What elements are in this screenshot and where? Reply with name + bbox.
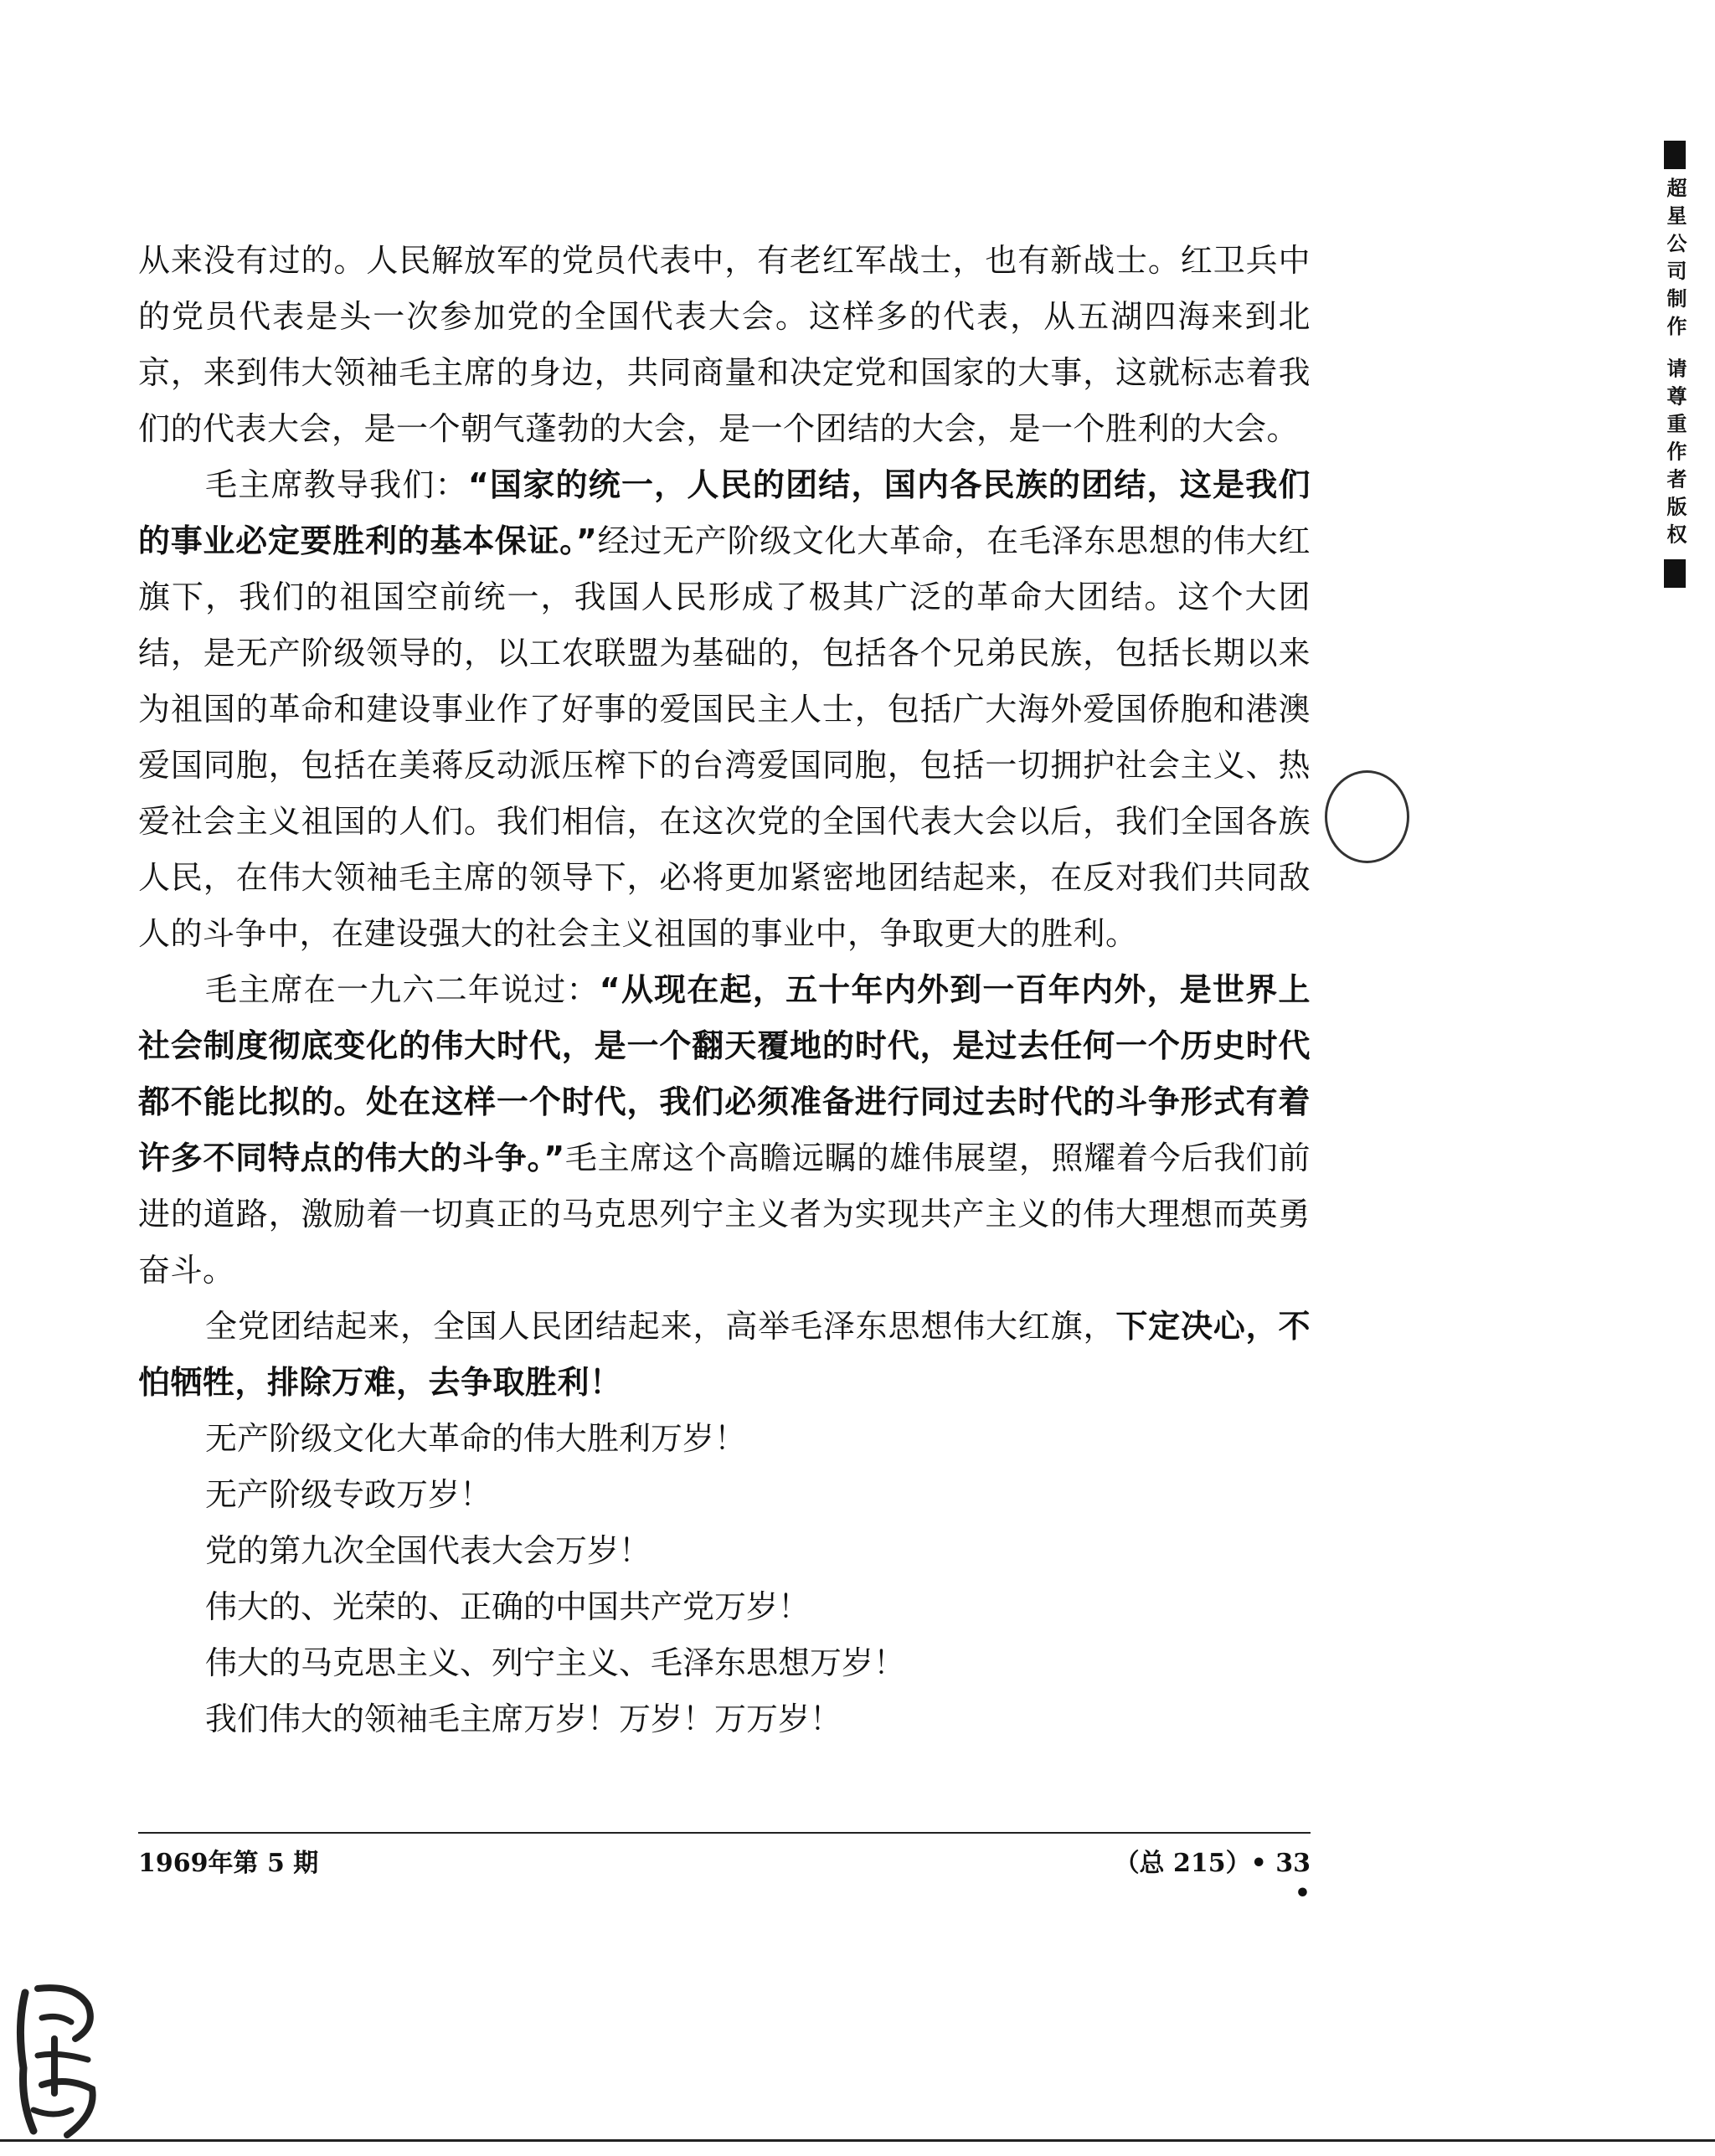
paragraph-3 <box>138 962 1311 1299</box>
page-number: （总 215）• 33 • <box>1114 1849 1311 1908</box>
issue-label: 1969年第 5 期 <box>138 1849 319 1878</box>
side-bar-bottom <box>1664 559 1686 588</box>
slogan-line: 党的第九次全国代表大会万岁！ <box>205 1532 651 1569</box>
quote-bold: “从现在起，五十年内外到一百年内外，是世界上社会制度彻底变化的伟大时代，是一个翻天覆地的时代，是过去任何一个历史时代都不能比拟的。处在这样一个时代，我们必须准备进行同过去时代的斗争形式有着许多不同特点的伟大的斗争。” <box>138 971 1311 1176</box>
seal-stamp-icon <box>8 1976 109 2143</box>
paragraph-text: 从来没有过的。人民解放军的党员代表中，有老红军战士，也有新战士。红卫兵中的党员代表是头一次参加党的全国代表大会。这样多的代表，从五湖四海来到北京，来到伟大领袖毛主席的身边，共同商量和决定党和国家的大事，这就标志着我们的代表大会，是一个朝气蓬勃的大会，是一个团结的大会，是一个胜利的大会。 <box>138 242 1311 447</box>
side-bar-top <box>1664 141 1686 169</box>
side-watermark <box>1654 141 1696 588</box>
article-body <box>138 233 1311 1747</box>
footer-rule <box>138 1832 1311 1834</box>
slogan-line: 无产阶级文化大革命的伟大胜利万岁！ <box>205 1420 747 1457</box>
paragraph-text: 全党团结起来，全国人民团结起来，高举毛泽东思想伟大红旗， <box>205 1308 1116 1345</box>
paragraph-4 <box>138 1299 1311 1411</box>
punch-hole-circle <box>1325 770 1409 863</box>
slogan-line: 我们伟大的领袖毛主席万岁！万岁！万万岁！ <box>205 1701 842 1737</box>
side-note-text: 超星公司制作 请尊重作者版权 <box>1663 178 1687 552</box>
quote-bold: “国家的统一，人民的团结，国内各民族的团结，这是我们的事业必定要胜利的基本保证。” <box>138 466 1311 559</box>
paragraph-1 <box>138 233 1311 457</box>
paragraph-text: 毛主席教导我们： <box>205 466 468 503</box>
slogan-line: 无产阶级专政万岁！ <box>205 1476 492 1513</box>
paragraph-text: 毛主席在一九六二年说过： <box>205 971 600 1008</box>
slogan-line: 伟大的、光荣的、正确的中国共产党万岁！ <box>205 1588 811 1625</box>
slogan-line: 伟大的马克思主义、列宁主义、毛泽东思想万岁！ <box>205 1644 906 1681</box>
paragraph-2 <box>138 457 1311 962</box>
call-to-action-bold: 下定决心，不怕牺牲，排除万难，去争取胜利！ <box>138 1308 1311 1401</box>
paragraph-text: 毛主席这个高瞻远瞩的雄伟展望，照耀着今后我们前进的道路，激励着一切真正的马克思列宁主义者为实现共产主义的伟大理想而英勇奋斗。 <box>138 1140 1311 1289</box>
bottom-scan-line <box>0 2139 1715 2142</box>
paragraph-text: 经过无产阶级文化大革命，在毛泽东思想的伟大红旗下，我们的祖国空前统一，我国人民形成了极其广泛的革命大团结。这个大团结，是无产阶级领导的，以工农联盟为基础的，包括各个兄弟民族，包括长期以来为祖国的革命和建设事业作了好事的爱国民主人士，包括广大海外爱国侨胞和港澳爱国同胞，包括在美蒋反动派压榨下的台湾爱国同胞，包括一切拥护社会主义、热爱社会主义祖国的人们。我们相信，在这次党的全国代表大会以后，我们全国各族人民，在伟大领袖毛主席的领导下，必将更加紧密地团结起来，在反对我们共同敌人的斗争中，在建设强大的社会主义祖国的事业中，争取更大的胜利。 <box>138 522 1311 952</box>
